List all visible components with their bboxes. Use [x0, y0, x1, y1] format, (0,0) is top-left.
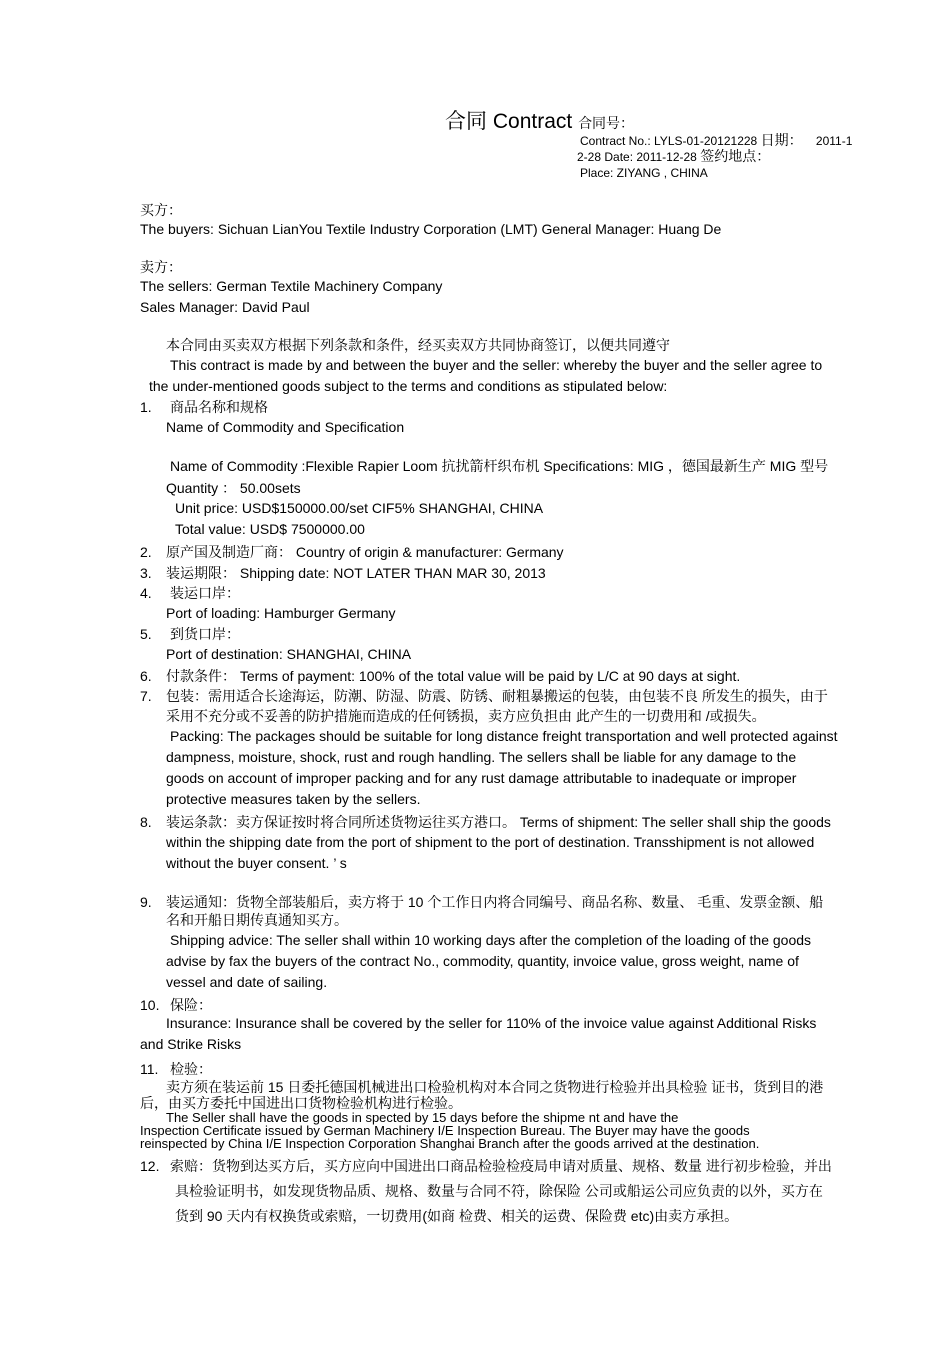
- clause-1-heading: 1. 商品名称和规格: [140, 399, 268, 415]
- clause-5-en: Port of destination: SHANGHAI, CHINA: [166, 646, 412, 662]
- intro-en-line2: the under-mentioned goods subject to the terms and conditions as stipulated below:: [149, 378, 668, 394]
- clause-1-en: Name of Commodity and Specification: [166, 419, 405, 435]
- clause-7-en-line1: Packing: The packages should be suitable for long distance freight transportation and well protected against: [170, 728, 838, 744]
- title-en: Contract: [492, 110, 573, 133]
- unit-price-line: Unit price: USD$150000.00/set CIF5% SHANGHAI, CHINA: [175, 500, 544, 516]
- clause-9-en-line1: Shipping advice: The seller shall within 10 working days after the completion of the loading of the goods: [170, 932, 812, 948]
- quantity-line: Quantity ： 50.00sets: [166, 480, 301, 496]
- clause-9-en-line2: advise by fax the buyers of the contract No., commodity, quantity, invoice value, gross weight, name of: [166, 953, 799, 969]
- clause-2: 2. 原产国及制造厂商： Country of origin & manufacturer: Germany: [140, 544, 564, 560]
- clause-7-en-line2: dampness, moisture, shock, rust and rough handling. The sellers shall be liable for any damage to the: [166, 749, 797, 765]
- clause-11-heading: 11. 检验：: [140, 1061, 212, 1077]
- clause-7-cn-line2: 采用不充分或不妥善的防护措施而造成的任何锈损，卖方应负担由 此产生的一切费用和 /或损失。: [166, 708, 766, 724]
- clause-10-heading: 10. 保险：: [140, 997, 212, 1013]
- contract-title: [445, 109, 634, 136]
- clause-11-en-line2: Inspection Certificate issued by German Machinery I/E Inspection Bureau. The Buyer may have the goods: [140, 1123, 750, 1138]
- clause-7-en-line4: protective measures taken by the sellers.: [166, 791, 421, 807]
- contract-place-line: Place: ZIYANG , CHINA: [580, 166, 708, 180]
- buyer-text: The buyers: Sichuan LianYou Textile Industry Corporation (LMT) General Manager: Huang De: [140, 221, 722, 237]
- clause-4-heading: 4. 装运口岸：: [140, 585, 240, 601]
- commodity-line: Name of Commodity :Flexible Rapier Loom 抗扰箭杆织布机 Specifications: MIG ，德国最新生产 MIG 型号: [170, 458, 829, 474]
- clause-11-cn-line1: 卖方须在装运前 15 日委托德国机械进出口检验机构对本合同之货物进行检验并出具检验 证书，货到目的港: [166, 1079, 824, 1095]
- date-label: 日期：: [760, 132, 803, 148]
- place-label: 签约地点：: [700, 148, 771, 164]
- clause-6: 6. 付款条件： Terms of payment: 100% of the total value will be paid by L/C at 90 days at sight.: [140, 668, 741, 684]
- clause-12-line3: 货到 90 天内有权换货或索赔，一切费用(如商 检费、相关的运费、保险费 etc)由卖方承担。: [175, 1208, 739, 1224]
- clause-10-en-line1: Insurance: Insurance shall be covered by the seller for 110% of the invoice value against Additional Risks: [166, 1015, 817, 1031]
- buyer-label: 买方：: [140, 202, 182, 218]
- clause-11-cn-line2: 后，由买方委托中国进出口货物检验机构进行检验。: [140, 1095, 462, 1111]
- clause-7-cn-line1: 7. 包装：需用适合长途海运，防潮、防湿、防震、防锈、耐粗暴搬运的包装，由包装不良 所发生的损失，由于: [140, 688, 828, 704]
- clause-11-en-line1: The Seller shall have the goods in spected by 15 days before the shipme nt and have the: [166, 1110, 679, 1125]
- clause-8-line1: 8. 装运条款：卖方保证按时将合同所述货物运往买方港口。 Terms of shipment: The seller shall ship the goods: [140, 814, 831, 830]
- clause-11-en-line3: reinspected by China I/E Inspection Corporation Shanghai Branch after the goods arrived at the destination.: [140, 1136, 760, 1151]
- clause-12-line1: 12. 索赔：货物到达买方后，买方应向中国进出口商品检验检疫局申请对质量、规格、数量 进行初步检验，并出: [140, 1158, 832, 1174]
- clause-9-en-line3: vessel and date of sailing.: [166, 974, 328, 990]
- clause-8-line2: within the shipping date from the port of shipment to the port of destination. Transshipment is not allowed: [166, 834, 815, 850]
- total-value-line: Total value: USD$ 7500000.00: [175, 521, 365, 537]
- title-cn: 合同: [445, 110, 487, 133]
- clause-7-en-line3: goods on account of improper packing and for any rust damage attributable to inadequate or improper: [166, 770, 797, 786]
- clause-12-line2: 具检验证明书，如发现货物品质、规格、数量与合同不符，除保险 公司或船运公司应负责的以外，买方在: [175, 1183, 823, 1199]
- clause-10-en-line2: and Strike Risks: [140, 1036, 242, 1052]
- contract-date-line: 2-28 Date: 2011-12-28 签约地点：: [577, 148, 771, 164]
- contract-no-label: 合同号：: [578, 115, 635, 131]
- seller-name: The sellers: German Textile Machinery Company: [140, 278, 443, 294]
- seller-manager: Sales Manager: David Paul: [140, 299, 310, 315]
- clause-8-line3: without the buyer consent. ’ s: [166, 855, 347, 871]
- intro-cn: 本合同由买卖双方根据下列条款和条件，经买卖双方共同协商签订，以便共同遵守: [166, 337, 670, 353]
- clause-9-cn-line2: 名和开船日期传真通知买方。: [166, 912, 348, 928]
- clause-9-cn-line1: 9. 装运通知：货物全部装船后，卖方将于 10 个工作日内将合同编号、商品名称、数量、 毛重、发票金额、船: [140, 894, 824, 910]
- contract-number-line: Contract No.: LYLS-01-20121228 日期： 2011-1: [580, 132, 853, 148]
- seller-label: 卖方：: [140, 259, 182, 275]
- clause-3: 3. 装运期限： Shipping date: NOT LATER THAN MAR 30, 2013: [140, 565, 546, 581]
- clause-5-heading: 5. 到货口岸：: [140, 626, 240, 642]
- intro-en-line1: This contract is made by and between the buyer and the seller: whereby the buyer and the seller agree to: [170, 357, 823, 373]
- clause-4-en: Port of loading: Hamburger Germany: [166, 605, 396, 621]
